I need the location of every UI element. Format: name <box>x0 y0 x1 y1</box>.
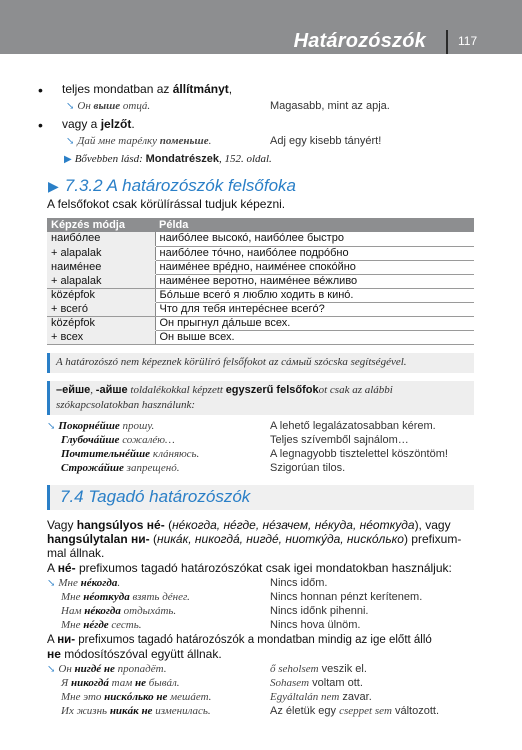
bullet-1-translation: Magasabb, mint az apja. <box>270 100 390 112</box>
table-cell: + alapalak <box>47 274 155 288</box>
bullet-2-text: vagy a jelzőt. <box>62 117 135 131</box>
example-translation: Nincs időm. <box>270 577 328 589</box>
example-line: ↘ Он нигдé не пропадёт. <box>47 663 167 675</box>
example-translation: Szigorúan tilos. <box>270 462 346 474</box>
example-line: Их жизнь никáк не изменилась. <box>61 705 211 717</box>
paragraph-line: mal állnak. <box>47 546 105 560</box>
table-row <box>47 246 474 260</box>
bullet-2-example: ↘ Дай мне тарéлку поменьше. <box>66 135 212 147</box>
table-header-cell: Képzés módja <box>47 218 155 232</box>
bullet-1-example: ↘ Он выше отцá. <box>66 100 151 112</box>
example-translation: A lehető legalázatosabban kérem. <box>270 420 436 432</box>
table-cell: Что для тебя интерéснее всегó? <box>155 302 474 316</box>
bullet-2-translation: Adj egy kisebb tányért! <box>270 135 382 147</box>
example-translation: ő seholsem veszik el. <box>270 663 367 675</box>
table-cell: Бóльше всегó я люблю ходить в кинó. <box>155 288 474 302</box>
section-arrow-icon: ▶ <box>48 178 59 194</box>
paragraph-line: A нé- prefixumos tagadó határozószókat csak igei mondatokban használjuk: <box>47 561 452 575</box>
example-line: Я никогдá там не бывáл. <box>61 677 180 689</box>
table-cell: + всегó <box>47 302 155 316</box>
paragraph-line: Vagy hangsúlyos нé- (нéкогда, нéгде, нéзачем, нéкуда, нéоткуда), vagy <box>47 518 451 532</box>
table-header-row <box>47 218 474 232</box>
example-line: Мне нéгде сесть. <box>61 619 142 631</box>
cross-reference: ▶ Bővebben lásd: Mondatrészek, 152. oldal. <box>64 153 272 165</box>
table-cell: наимéнее <box>47 260 155 274</box>
header-separator <box>446 30 448 54</box>
formation-table <box>47 218 474 345</box>
example-line: Нам нéкогда отдыхáть. <box>61 605 177 617</box>
example-translation: Egyáltalán nem zavar. <box>270 691 372 703</box>
bullet-dot: • <box>38 117 43 133</box>
table-cell: наибóлее <box>47 232 155 246</box>
table-cell: középfok <box>47 288 155 302</box>
example-line: Глубочáйше сожалéю… <box>61 434 175 446</box>
table-row <box>47 288 474 302</box>
example-translation: Sohasem voltam ott. <box>270 677 363 689</box>
arrow-icon: ↘ <box>47 664 56 675</box>
table-row <box>47 274 474 288</box>
bullet-1-text: teljes mondatban az állítmányt, <box>62 82 233 96</box>
arrow-icon: ↘ <box>66 101 75 112</box>
page-header <box>0 0 522 54</box>
table-cell: Он прыгнул дáльше всех. <box>155 316 474 330</box>
bullet-dot: • <box>38 82 43 98</box>
example-translation: Nincs hova ülnöm. <box>270 619 361 631</box>
example-line: Мне это нискóлько не мешáет. <box>61 691 212 703</box>
example-translation: Nincs időnk pihenni. <box>270 605 369 617</box>
section-heading-732: ▶ 7.3.2 A határozószók felsőfoka <box>48 176 296 195</box>
table-cell: наимéнее врéдно, наимéнее спокóйно <box>155 260 474 274</box>
play-arrow-icon: ▶ <box>64 154 72 165</box>
example-translation: Az életük egy cseppet sem változott. <box>270 705 440 717</box>
paragraph-line: A ни- prefixumos tagadó határozószók a mondatban mindig az ige előtt álló <box>47 634 432 646</box>
chapter-title: Határozószók <box>293 30 426 52</box>
table-cell: наибóлее тóчно, наибóлее подрóбно <box>155 246 474 260</box>
arrow-icon: ↘ <box>47 578 56 589</box>
table-row <box>47 232 474 246</box>
table-cell: + alapalak <box>47 246 155 260</box>
table-cell: + всех <box>47 330 155 344</box>
example-line: ↘ Мне нéкогда. <box>47 577 121 589</box>
table-row <box>47 260 474 274</box>
table-header-cell: Példa <box>155 218 474 232</box>
table-cell: наимéнее веротно, наимéнее вéжливо <box>155 274 474 288</box>
example-line: ↘ Покорнéйше прошу. <box>47 420 155 432</box>
section-intro: A felsőfokot csak körülírással tudjuk képezni. <box>47 197 286 211</box>
paragraph-line: hangsúlytalan ни- (никáк, никогдá, нигдé, ниоткýда, нискóлько) prefixum- <box>47 532 462 546</box>
example-line: Почтительнéйше клáняюсь. <box>61 448 200 460</box>
example-line: Мне нéоткуда взять дéнег. <box>61 591 190 603</box>
table-cell: наибóлее высокó, наибóлее быстро <box>155 232 474 246</box>
note-box: A határozószó nem képeznek körülíró felsőfokot az cáмый szócska segítségével. <box>47 353 474 373</box>
example-translation: A legnagyobb tisztelettel köszöntöm! <box>270 448 448 460</box>
example-translation: Teljes szívemből sajnálom… <box>270 434 409 446</box>
arrow-icon: ↘ <box>66 136 75 147</box>
table-row <box>47 316 474 330</box>
example-translation: Nincs honnan pénzt kerítenem. <box>270 591 423 603</box>
table-row <box>47 302 474 316</box>
page-number: 117 <box>458 34 478 48</box>
note-box: –ейше, -айше toldalékokkal képzett egyszerű felsőfokot csak az alábbi szókapcsolatokban használunk: <box>47 381 474 415</box>
section-heading-74: 7.4 Tagadó határozószók <box>60 487 251 506</box>
table-row <box>47 330 474 344</box>
arrow-icon: ↘ <box>47 421 56 432</box>
table-cell: Он выше всех. <box>155 330 474 344</box>
table-cell: középfok <box>47 316 155 330</box>
section-banner-74 <box>47 485 474 510</box>
example-line: Строжáйше запрещенó. <box>61 462 180 474</box>
paragraph-line: не módosítószóval együtt állnak. <box>47 647 222 661</box>
